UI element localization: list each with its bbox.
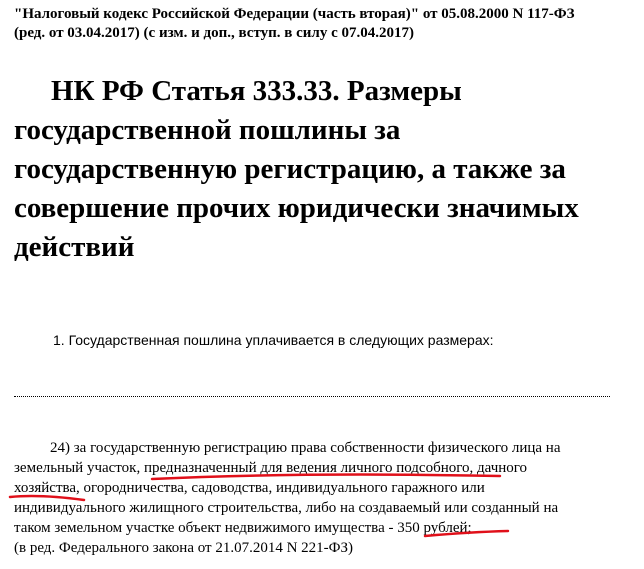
header-revision-line: (ред. от 03.04.2017) (с изм. и доп., вступ. в силу с 07.04.2017) <box>14 25 414 41</box>
article-title-line: действий <box>14 231 135 263</box>
paragraph-line: таком земельном участке объект недвижимого имущества - 350 рублей; <box>14 520 472 536</box>
paragraph-line: (в ред. Федерального закона от 21.07.2014 N 221-ФЗ) <box>14 540 354 556</box>
article-title-line: государственной пошлины за <box>14 114 401 146</box>
paragraph-line: 24) за государственную регистрацию права собственности физического лица на <box>50 440 561 456</box>
article-title <box>14 72 644 267</box>
paragraph-line: хозяйства, огородничества, садоводства, индивидуального гаражного или <box>14 480 485 496</box>
paragraph-line: земельный участок, предназначенный для ведения личного подсобного, дачного <box>14 460 528 476</box>
article-title-line: совершение прочих юридически значимых <box>14 192 579 224</box>
omission-dotted-line <box>14 390 610 397</box>
list-item-1: 1. Государственная пошлина уплачивается в следующих размерах: <box>53 332 494 348</box>
article-title-line: НК РФ Статья 333.33. Размеры <box>51 75 462 107</box>
paragraph-line: индивидуального жилищного строительства, либо на создаваемый или созданный на <box>14 500 559 516</box>
article-title-line: государственную регистрацию, а также за <box>14 153 566 185</box>
header-source-line: "Налоговый кодекс Российской Федерации (часть вторая)" от 05.08.2000 N 117-ФЗ <box>14 6 575 22</box>
